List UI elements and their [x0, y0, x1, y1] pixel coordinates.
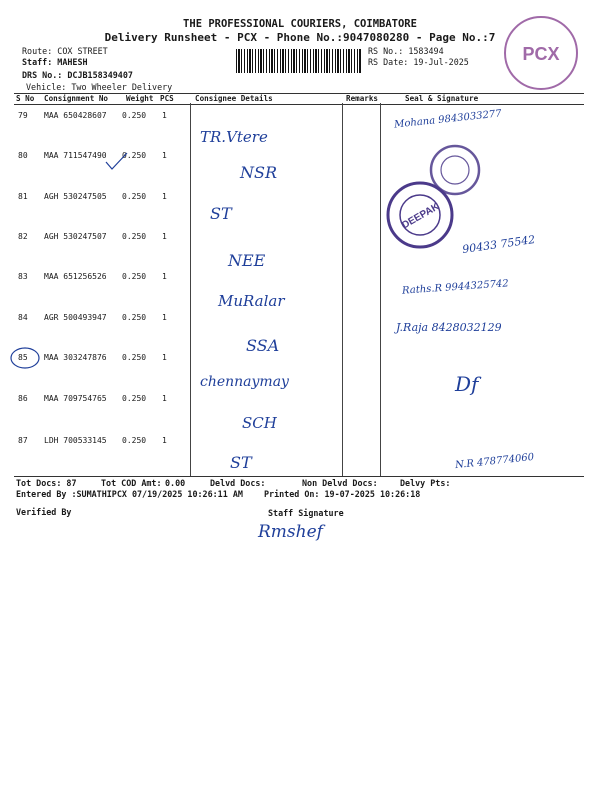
row-weight: 0.250 — [122, 111, 147, 120]
table-row — [0, 353, 600, 393]
table-row — [0, 394, 600, 434]
row-consignment: MAA 711547490 — [44, 151, 107, 160]
row-sno: 81 — [18, 192, 28, 201]
row-weight: 0.250 — [122, 313, 147, 322]
handwritten-signature: J.Raja 8428032129 — [396, 321, 502, 334]
handwritten-signature: Mohana 9843033277 — [393, 108, 503, 131]
staff-signature-label: Staff Signature — [268, 508, 344, 518]
col-seal-signature: Seal & Signature — [405, 94, 479, 103]
row-consignment: AGH 530247507 — [44, 232, 107, 241]
row-pcs: 1 — [162, 394, 167, 403]
handwritten-signature: Raths.R 9944325742 — [401, 278, 510, 297]
drs-number: DRS No.: DCJB158349407 — [22, 70, 133, 80]
row-consignment: MAA 651256526 — [44, 272, 107, 281]
handwritten-consignee: ST — [230, 453, 252, 472]
total-docs: Tot Docs: 87 — [16, 478, 77, 488]
printed-on: Printed On: 19-07-2025 10:26:18 — [264, 489, 421, 499]
handwritten-consignee: chennaymay — [200, 374, 289, 390]
row-sno: 80 — [18, 151, 28, 160]
table-row — [0, 313, 600, 353]
delivered-docs: Delvd Docs: — [210, 478, 266, 488]
verified-by: Verified By — [16, 507, 72, 517]
row-consignment: MAA 709754765 — [44, 394, 107, 403]
row-consignment: MAA 650428607 — [44, 111, 107, 120]
col-remarks: Remarks — [346, 94, 379, 103]
row-weight: 0.250 — [122, 353, 147, 362]
row-sno: 79 — [18, 111, 28, 120]
row-pcs: 1 — [162, 232, 167, 241]
row-sno: 87 — [18, 436, 28, 445]
row-weight: 0.250 — [122, 272, 147, 281]
staff-signature-scrawl: Rmshef — [258, 522, 323, 542]
row-consignment: AGR 500493947 — [44, 313, 107, 322]
staff-text: Staff: MAHESH — [22, 57, 88, 67]
row-weight: 0.250 — [122, 151, 147, 160]
col-pcs: PCS — [160, 94, 174, 103]
row-pcs: 1 — [162, 272, 167, 281]
handwritten-signature: Df — [455, 372, 479, 396]
total-cod-label: Tot COD Amt: — [101, 478, 162, 488]
col-sno: S No — [16, 94, 35, 103]
round-stamp-text: DEEPAK — [400, 201, 442, 232]
pcx-stamp — [500, 12, 582, 94]
handwritten-consignee: TR.Vtere — [200, 128, 268, 146]
table-row — [0, 192, 600, 232]
handwritten-consignee: NEE — [228, 251, 266, 270]
row-sno: 83 — [18, 272, 28, 281]
header-bottom-rule — [14, 104, 584, 105]
row-pcs: 1 — [162, 192, 167, 201]
handwritten-consignee: SSA — [246, 336, 280, 355]
row-pcs: 1 — [162, 436, 167, 445]
circled-mark — [8, 345, 42, 371]
route-text: Route: COX STREET — [22, 46, 108, 56]
handwritten-consignee: MuRalar — [218, 292, 285, 310]
row-consignment: AGH 530247505 — [44, 192, 107, 201]
row-weight: 0.250 — [122, 192, 147, 201]
footer-rule — [14, 476, 584, 477]
handwritten-signature: N.R 478774060 — [454, 451, 535, 472]
row-sno: 86 — [18, 394, 28, 403]
company-title: THE PROFESSIONAL COURIERS, COIMBATORE — [183, 18, 417, 30]
row-sno: 84 — [18, 313, 28, 322]
table-row — [0, 111, 600, 151]
entered-by: Entered By :SUMATHIPCX 07/19/2025 10:26:11 AM — [16, 489, 243, 499]
row-pcs: 1 — [162, 313, 167, 322]
delivery-points: Delvy Pts: — [400, 478, 451, 488]
vehicle-text: Vehicle: Two Wheeler Delivery — [26, 82, 173, 92]
handwritten-signature: 90433 75542 — [461, 232, 537, 257]
barcode — [236, 49, 362, 73]
row-pcs: 1 — [162, 151, 167, 160]
non-delivered-docs: Non Delvd Docs: — [302, 478, 378, 488]
row-weight: 0.250 — [122, 394, 147, 403]
row-sno: 82 — [18, 232, 28, 241]
handwritten-consignee: SCH — [242, 414, 277, 432]
row-pcs: 1 — [162, 353, 167, 362]
pcx-stamp-text: PCX — [522, 44, 560, 64]
row-weight: 0.250 — [122, 232, 147, 241]
col-consignee: Consignee Details — [195, 94, 273, 103]
row-pcs: 1 — [162, 111, 167, 120]
row-consignment: LDH 700533145 — [44, 436, 107, 445]
row-weight: 0.250 — [122, 436, 147, 445]
col-weight: Weight — [126, 94, 154, 103]
deepak-round-stamp — [380, 140, 490, 270]
col-consignment: Consignment No — [44, 94, 109, 103]
total-cod-value: 0.00 — [165, 478, 186, 488]
table-row — [0, 151, 600, 191]
check-mark-icon — [104, 150, 130, 172]
handwritten-consignee: ST — [210, 204, 232, 223]
row-sno: 85 — [18, 353, 28, 362]
rs-number: RS No.: 1583494 — [368, 46, 444, 56]
runsheet-subtitle: Delivery Runsheet - PCX - Phone No.:9047080280 - Page No.:7 — [104, 31, 496, 44]
row-consignment: MAA 303247876 — [44, 353, 107, 362]
rs-date: RS Date: 19-Jul-2025 — [368, 57, 469, 67]
table-row — [0, 272, 600, 312]
handwritten-consignee: NSR — [240, 163, 278, 182]
